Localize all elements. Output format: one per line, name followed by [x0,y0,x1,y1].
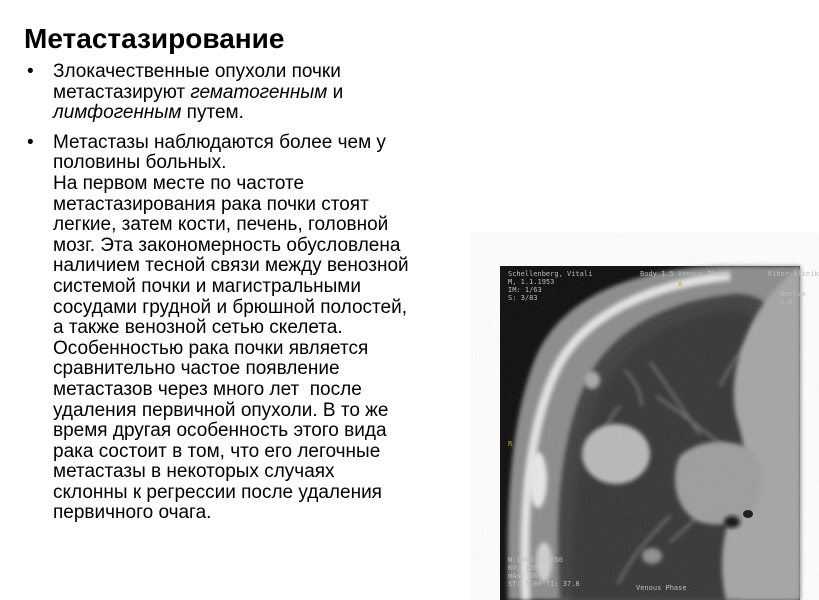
bullet-text: сравнительно частое появление [53,358,340,380]
ct-orientation-right: R [508,440,513,448]
bullet-text: первичного очага. [53,502,212,524]
bullet-text: метастазов через много лет после [53,378,362,400]
bullet-text: Особенностью рака почки является [53,337,369,359]
bullet-text: время другая особенность этого вида [53,420,387,442]
bullet-text: метастазирования рака почки стоят [53,193,369,215]
bullet-text: Злокачественные опухоли почки [53,61,341,82]
ct-orientation-anterior: A [678,280,683,288]
bullet-line [53,195,482,216]
bullet-line [53,256,482,277]
bullet-text: склонны к регрессии после удаления [53,481,382,503]
ct-overlay-institution: Kiber-klinik [768,270,819,278]
bullet-line [53,133,482,154]
ct-overlay-right-info: Berlin 1.0 [780,290,806,306]
bullet-text: удаления первичной опухоли. В то же [53,399,389,421]
ct-scan-image [500,266,819,600]
ct-chest-scan [500,266,800,600]
bullet-list [22,62,482,533]
bullet-line [53,174,482,195]
ct-overlay-patient-info: Schellenberg, Vitali M, 1.1.1953 IM: 1/63 S: 3/83 [508,270,593,302]
bullet-text: а также венозной сетью скелета. [53,317,343,339]
bullet-line [53,483,482,504]
ct-overlay-acquisition: W:1500 C:-650 KV: 120 mAs: 86 ST: 5.00 TI: 37.8 [508,556,580,588]
bullet-line [53,83,482,104]
bullet-text: наличием тесной связи между венозной [53,255,409,277]
bullet-text-italic: лимфогенным [53,102,182,124]
bullet-text: половины больных. [53,152,227,174]
bullet-line [53,359,482,380]
bullet-line [53,442,482,463]
bullet-item [22,62,482,124]
bullet-line [53,153,482,174]
bullet-line [53,421,482,442]
bullet-text: и [327,81,344,103]
bullet-line [53,298,482,319]
bullet-line [53,339,482,360]
bullet-line [53,215,482,236]
bullet-line [53,503,482,524]
bullet-text: метастазируют [53,81,191,103]
bullet-text: сосудами грудной и брюшной полостей, [53,296,407,318]
bullet-line [53,236,482,257]
bullet-text: На первом месте по частоте [53,172,305,194]
bullet-text: Метастазы наблюдаются более чем у [53,131,386,153]
bullet-line [53,401,482,422]
bullet-text: метастазы в некоторых случаях [53,461,335,483]
bullet-line [53,318,482,339]
bullet-line [53,277,482,298]
bullet-text: мозг. Эта закономерность обусловлена [53,234,401,256]
slide-title: Метастазирование [24,23,285,54]
ct-overlay-phase: Venous Phase [636,584,687,592]
bullet-text: путем. [181,102,244,124]
bullet-line [53,62,482,83]
bullet-line [53,462,482,483]
bullet-text: рака состоит в том, что его легочные [53,440,381,462]
bullet-text: легкие, затем кости, печень, головной [53,214,389,236]
bullet-line [53,103,482,124]
bullet-item [22,133,482,524]
bullet-marker: • [27,61,34,82]
bullet-line [53,380,482,401]
bullet-text: системой почки и магистральными [53,275,361,297]
bullet-marker: • [27,131,34,153]
bullet-text-italic: гематогенным [190,81,328,103]
ct-overlay-series: Body 1.5 Venous Phase [640,270,729,278]
